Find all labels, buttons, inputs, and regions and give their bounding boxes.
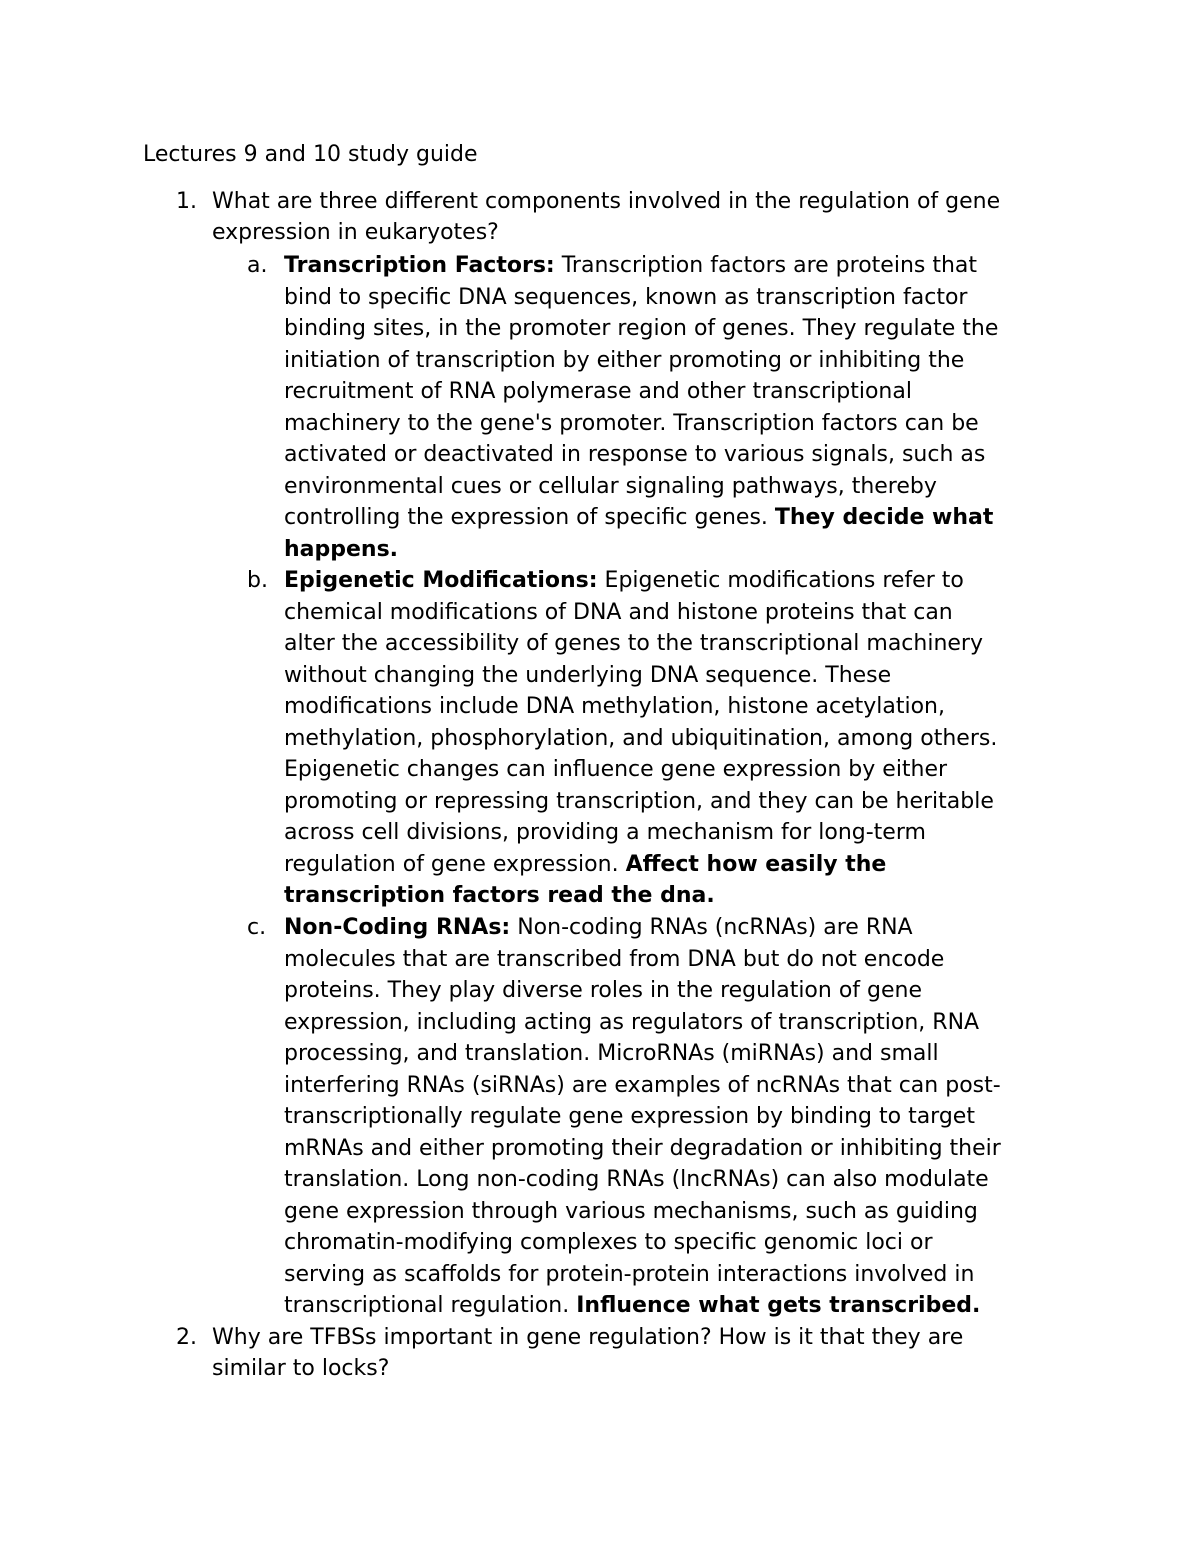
answer-line: proteins. They play diverse roles in the regulation of gene [284,978,922,1003]
answer-emphasis: Affect how easily the [625,851,887,877]
question-line: similar to locks? [212,1356,390,1382]
answer-emphasis: transcription factors read the dna. [284,883,715,908]
answer-line: activated or deactivated in response to various signals, such as [284,442,986,467]
answer-line: controlling the expression of specific genes. [284,505,775,530]
answer-emphasis: They decide what [774,505,994,530]
question-text [212,1322,1072,1385]
answer-line: without changing the underlying DNA sequence. These [284,662,892,688]
question-number: 2. [176,1325,197,1350]
answer-line: chromatin-modifying complexes to specific genomic loci or [284,1230,933,1255]
answer-line: Non-coding RNAs (ncRNAs) are RNA [510,915,913,940]
answer-line: promoting or repressing transcription, and they can be heritable [284,788,994,814]
answer-line: environmental cues or cellular signaling pathways, thereby [284,473,937,499]
answer-heading: Non-Coding RNAs: [284,915,511,940]
answer-line: machinery to the gene's promoter. Transcription factors can be [284,410,979,436]
answer-line: gene expression through various mechanisms, such as guiding [284,1198,978,1224]
answer-line: methylation, phosphorylation, and ubiquitination, among others. [284,725,998,751]
answer-heading: Epigenetic Modifications: [284,568,598,593]
answer-letter: c. [247,915,267,940]
answer-letter: a. [247,253,268,278]
answer-line: serving as scaffolds for protein-protein interactions involved in [284,1261,975,1287]
question-number: 1. [176,189,197,214]
answer-first-line [284,912,1074,944]
answer-line: modifications include DNA methylation, histone acetylation, [284,694,945,719]
answer-emphasis-line [284,534,1074,566]
question-text [212,186,1072,249]
answer-line: Transcription factors are proteins that [554,253,978,278]
answer-line: alter the accessibility of genes to the transcriptional machinery [284,631,983,656]
answer-line: mRNAs and either promoting their degradation or inhibiting their [284,1135,1001,1161]
answer-line: initiation of transcription by either promoting or inhibiting the [284,347,965,373]
answer-line: recruitment of RNA polymerase and other transcriptional [284,379,912,404]
answer-last-line [284,1290,1074,1322]
answer-emphasis-line [284,880,1074,912]
question-line: expression in eukaryotes? [212,220,499,246]
answer-line: Epigenetic modifications refer to [597,568,964,593]
answer-first-line [284,250,1074,282]
answer-line: across cell divisions, providing a mechanism for long-term [284,820,926,845]
answer-text [284,565,1074,912]
question-line: What are three different components involved in the regulation of gene [212,189,1001,214]
answer-text [284,912,1074,1322]
answer-line: transcriptionally regulate gene expression by binding to target [284,1104,975,1129]
answer-line: translation. Long non-coding RNAs (lncRNAs) can also modulate [284,1167,989,1192]
answer-letter: b. [247,568,268,593]
answer-emphasis: happens. [284,536,399,562]
answer-line: expression, including acting as regulators of transcription, RNA [284,1009,980,1035]
page-title: Lectures 9 and 10 study guide [143,142,478,167]
answer-line: bind to specific DNA sequences, known as transcription factor [284,284,968,310]
question-line: Why are TFBSs important in gene regulation? How is it that they are [212,1325,964,1350]
answer-line: binding sites, in the promoter region of genes. They regulate the [284,316,999,341]
answer-emphasis: Influence what gets transcribed. [576,1293,981,1318]
answer-line: transcriptional regulation. [284,1293,577,1318]
answer-line: interfering RNAs (siRNAs) are examples of ncRNAs that can post- [284,1072,1001,1098]
answer-first-line [284,565,1074,597]
answer-text [284,250,1074,565]
answer-last-line [284,502,1074,534]
answer-line: regulation of gene expression. [284,851,626,877]
answer-last-line [284,849,1074,881]
answer-heading: Transcription Factors: [284,253,555,278]
answer-line: molecules that are transcribed from DNA but do not encode [284,946,945,972]
answer-line: processing, and translation. MicroRNAs (miRNAs) and small [284,1041,939,1066]
answer-line: Epigenetic changes can influence gene expression by either [284,757,948,782]
answer-line: chemical modifications of DNA and histone proteins that can [284,599,953,625]
